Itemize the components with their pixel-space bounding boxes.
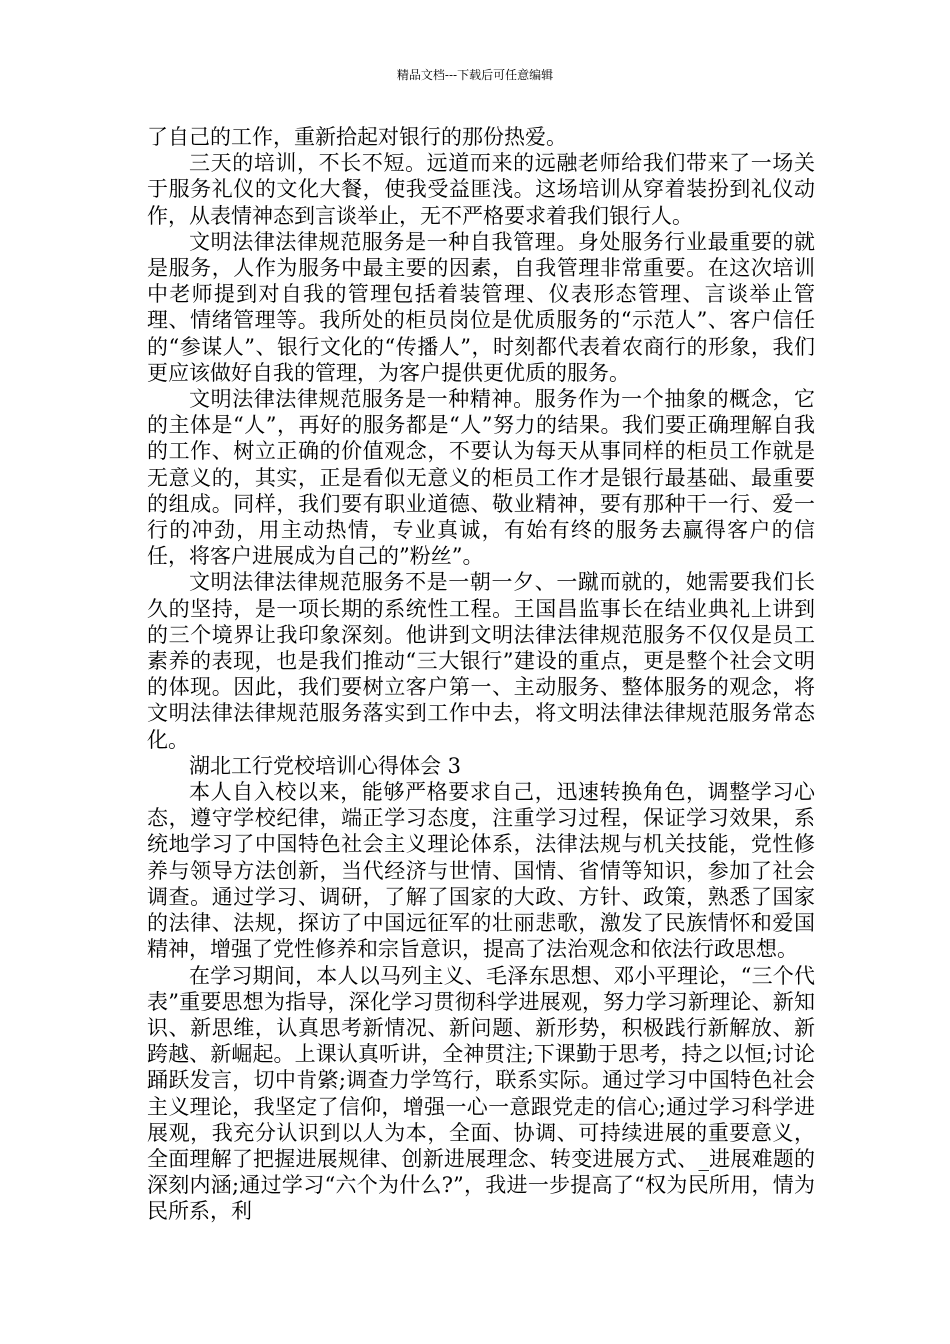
page-header: 精品文档---下载后可任意编辑 xyxy=(396,68,554,82)
paragraph-5: 文明法律法律规范服务不是一朝一夕、一蹴而就的，她需要我们长久的坚持，是一项长期的系统性工程。王国昌监事长在结业典礼上讲到的三个境界让我印象深刻。他讲到文明法律法律规范服务不仅仅是员工素养的表现，也是我们推动“三大银行”建设的重点，更是整个社会文明的体现。因此，我们要树立客户第一、主动服务、整体服务的观念，将文明法律法律规范服务落实到工作中去，将文明法律法律规范服务常态化。 xyxy=(147,570,815,752)
paragraph-7: 在学习期间，本人以马列主义、毛泽东思想、邓小平理论，“三个代表”重要思想为指导，深化学习贯彻科学进展观，努力学习新理论、新知识、新思维，认真思考新情况、新问题、新形势，积极践行新解放、新跨越、新崛起。上课认真听讲，全神贯注;下课勤于思考，持之以恒;讨论踊跃发言，切中肯綮;调查力学笃行，联系实际。通过学习中国特色社会主义理论，我坚定了信仰，增强一心一意跟党走的信心;通过学习科学进展观，我充分认识到以人为本，全面、协调、可持续进展的重要意义，全面理解了把握进展规律、创新进展理念、转变进展方式、_进展难题的深刻内涵;通过学习“六个为什么?”，我进一步提高了“权为民所用，情为民所系，利 xyxy=(147,963,815,1224)
section-title: 湖北工行党校培训心得体会 3 xyxy=(189,753,462,778)
document-body xyxy=(147,124,815,1225)
paragraph-3: 文明法律法律规范服务是一种自我管理。身处服务行业最重要的就是服务，人作为服务中最主要的因素，自我管理非常重要。在这次培训中老师提到对自我的管理包括着装管理、仪表形态管理、言谈举止管理、情绪管理等。我所处的柜员岗位是优质服务的“示范人”、客户信任的“参谋人”、银行文化的“传播人”，时刻都代表着农商行的形象，我们更应该做好自我的管理，为客户提供更优质的服务。 xyxy=(147,229,815,385)
paragraph-4: 文明法律法律规范服务是一种精神。服务作为一个抽象的概念，它的主体是“人”，再好的服务都是“人”努力的结果。我们要正确理解自我的工作、树立正确的价值观念，不要认为每天从事同样的柜员工作就是无意义的，其实，正是看似无意义的柜员工作才是银行最基础、最重要的组成。同样，我们要有职业道德、敬业精神，要有那种干一行、爱一行的冲劲，用主动热情，专业真诚，有始有终的服务去赢得客户的信任，将客户进展成为自己的”粉丝”。 xyxy=(147,387,815,569)
paragraph-6: 本人自入校以来，能够严格要求自己，迅速转换角色，调整学习心态，遵守学校纪律，端正学习态度，注重学习过程，保证学习效果，系统地学习了中国特色社会主义理论体系，法律法规与机关技能，党性修养与领导方法创新，当代经济与世情、国情、省情等知识，参加了社会调查。通过学习、调研，了解了国家的大政、方针、政策，熟悉了国家的法律、法规，探访了中国远征军的壮丽悲歌，激发了民族情怀和爱国精神，增强了党性修养和宗旨意识，提高了法治观念和依法行政思想。 xyxy=(147,780,815,962)
paragraph-2: 三天的培训，不长不短。远道而来的远融老师给我们带来了一场关于服务礼仪的文化大餐，使我受益匪浅。这场培训从穿着装扮到礼仪动作，从表情神态到言谈举止，无不严格要求着我们银行人。 xyxy=(147,151,815,228)
paragraph-1: 了自己的工作，重新拾起对银行的那份热爱。 xyxy=(147,125,567,149)
